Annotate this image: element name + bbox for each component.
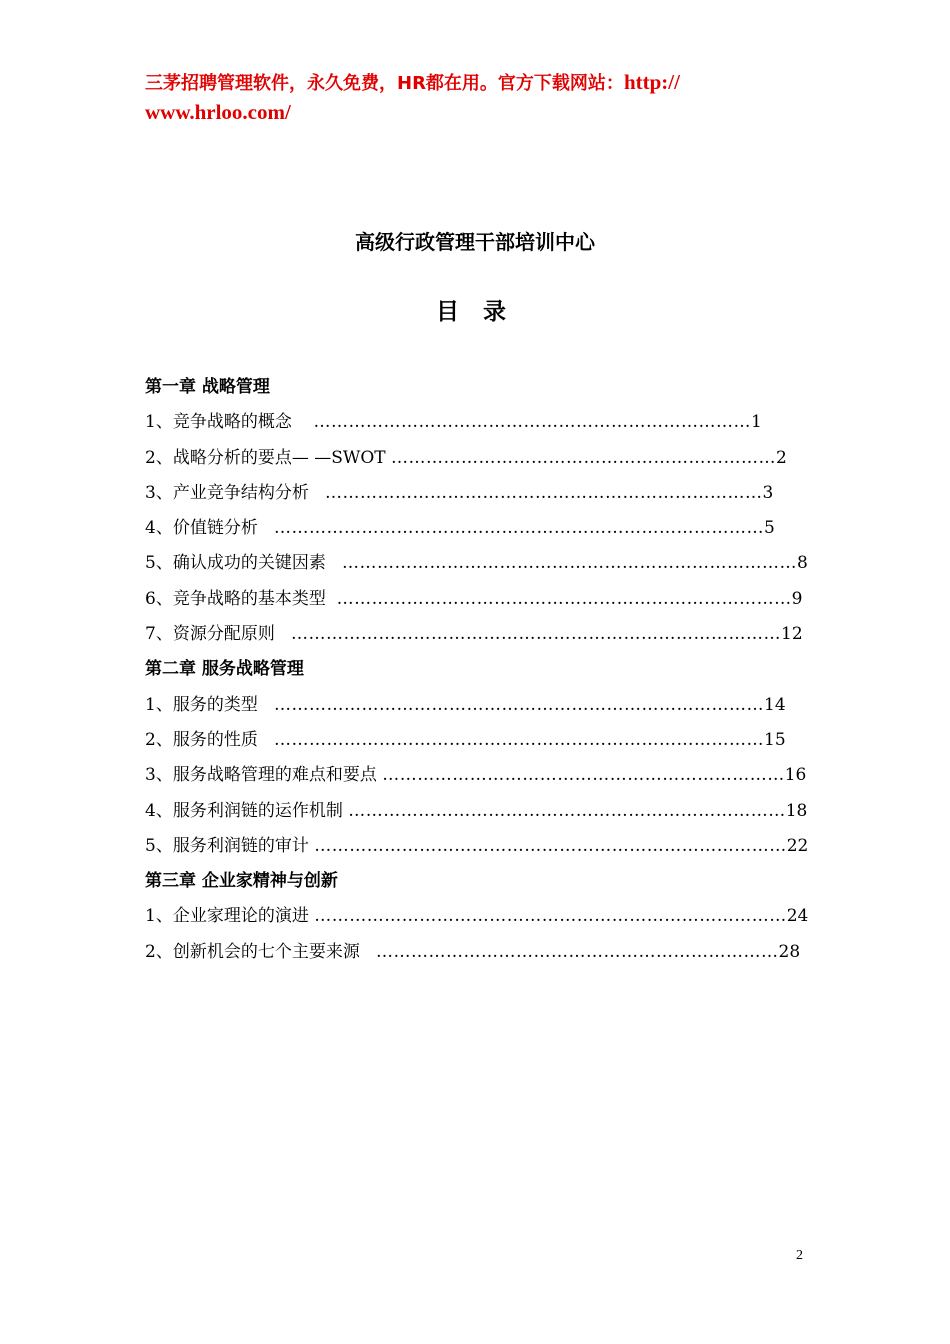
toc-entry-label: 3、产业竞争结构分析	[145, 482, 309, 503]
toc-leader: ……………………………………………………………	[382, 765, 785, 786]
toc-entry-label: 2、创新机会的七个主要来源	[145, 941, 360, 962]
toc-entry[interactable]	[145, 829, 809, 864]
page-number: 2	[796, 1248, 803, 1263]
toc-leader: …………………………………………………………………………	[274, 518, 765, 539]
toc-entry-page: 9	[791, 588, 803, 609]
toc-leader: …………………………………………………………………	[348, 800, 786, 821]
toc-entry-page: 24	[786, 906, 809, 927]
toc-leader: …………………………………………………………………………	[274, 729, 765, 750]
toc-entry[interactable]	[145, 441, 787, 476]
toc-leader: …………………………………………………………………………	[274, 694, 765, 715]
toc-entry-page: 14	[764, 694, 786, 715]
toc-entry[interactable]	[145, 476, 791, 511]
chapter-1-title: 第一章 战略管理	[145, 377, 270, 397]
toc-entry[interactable]	[145, 582, 805, 617]
toc-leader: …………………………………………………………………	[325, 482, 763, 503]
toc-entry-page: 1	[750, 412, 762, 433]
table-of-contents	[145, 370, 825, 970]
toc-entry-label: 1、竞争战略的概念	[145, 412, 292, 433]
toc-entry-label: 3、服务战略管理的难点和要点	[145, 765, 377, 786]
toc-leader: ………………………………………………………………………	[314, 906, 787, 927]
toc-entry-label: 1、企业家理论的演进	[145, 906, 309, 927]
chapter-3-title: 第三章 企业家精神与创新	[145, 871, 338, 892]
toc-entry-page: 22	[786, 835, 809, 856]
toc-leader: …………………………………………………………………	[313, 412, 751, 433]
toc-entry-label: 4、服务利润链的运作机制	[145, 800, 343, 821]
toc-entry-page: 2	[776, 447, 787, 468]
toc-entry[interactable]	[145, 546, 808, 581]
toc-entry[interactable]	[145, 405, 781, 440]
banner-text: 三茅招聘管理软件，永久免费，HR都在用。官方下载网站：	[145, 73, 624, 94]
chapter-2-title: 第二章 服务战略管理	[145, 659, 304, 680]
toc-heading: 目 录	[435, 299, 514, 325]
toc-leader: …………………………………………………………	[391, 447, 777, 468]
banner-url-part2[interactable]: www.hrloo.com/	[145, 100, 291, 124]
toc-entry[interactable]	[145, 899, 809, 934]
toc-entry[interactable]	[145, 617, 801, 652]
toc-leader: ……………………………………………………………………	[336, 588, 792, 609]
toc-entry-label: 5、服务利润链的审计	[145, 835, 309, 856]
toc-leader: ……………………………………………………………………	[342, 553, 798, 574]
toc-entry[interactable]	[145, 794, 809, 829]
toc-entry-page: 28	[778, 941, 801, 962]
banner-url-part1[interactable]: http://	[623, 70, 680, 94]
toc-entry-page: 3	[762, 482, 774, 503]
toc-entry-label: 2、服务的性质	[145, 729, 258, 750]
toc-entry-label: 7、资源分配原则	[145, 624, 275, 645]
toc-entry-label: 5、确认成功的关键因素	[145, 553, 326, 574]
header-banner	[145, 68, 815, 128]
org-title: 高级行政管理干部培训中心	[355, 230, 595, 254]
toc-entry-label: 6、竞争战略的基本类型	[145, 588, 326, 609]
toc-entry[interactable]	[145, 511, 791, 546]
toc-entry-page: 12	[781, 624, 803, 645]
toc-entry-page: 16	[784, 765, 807, 786]
toc-leader: ………………………………………………………………………	[314, 835, 787, 856]
toc-leader: ……………………………………………………………	[376, 941, 779, 962]
toc-entry-label: 1、服务的类型	[145, 694, 258, 715]
toc-entry-page: 8	[797, 553, 808, 574]
toc-leader: …………………………………………………………………………	[291, 624, 782, 645]
toc-entry[interactable]	[145, 688, 801, 723]
toc-entry-page: 18	[785, 800, 808, 821]
toc-entry[interactable]	[145, 935, 801, 970]
toc-entry[interactable]	[145, 723, 801, 758]
toc-entry[interactable]	[145, 758, 809, 793]
toc-entry-label: 4、价值链分析	[145, 518, 258, 539]
toc-entry-page: 5	[764, 518, 775, 539]
toc-entry-label: 2、战略分析的要点— —SWOT	[145, 447, 386, 468]
toc-entry-page: 15	[764, 729, 786, 750]
